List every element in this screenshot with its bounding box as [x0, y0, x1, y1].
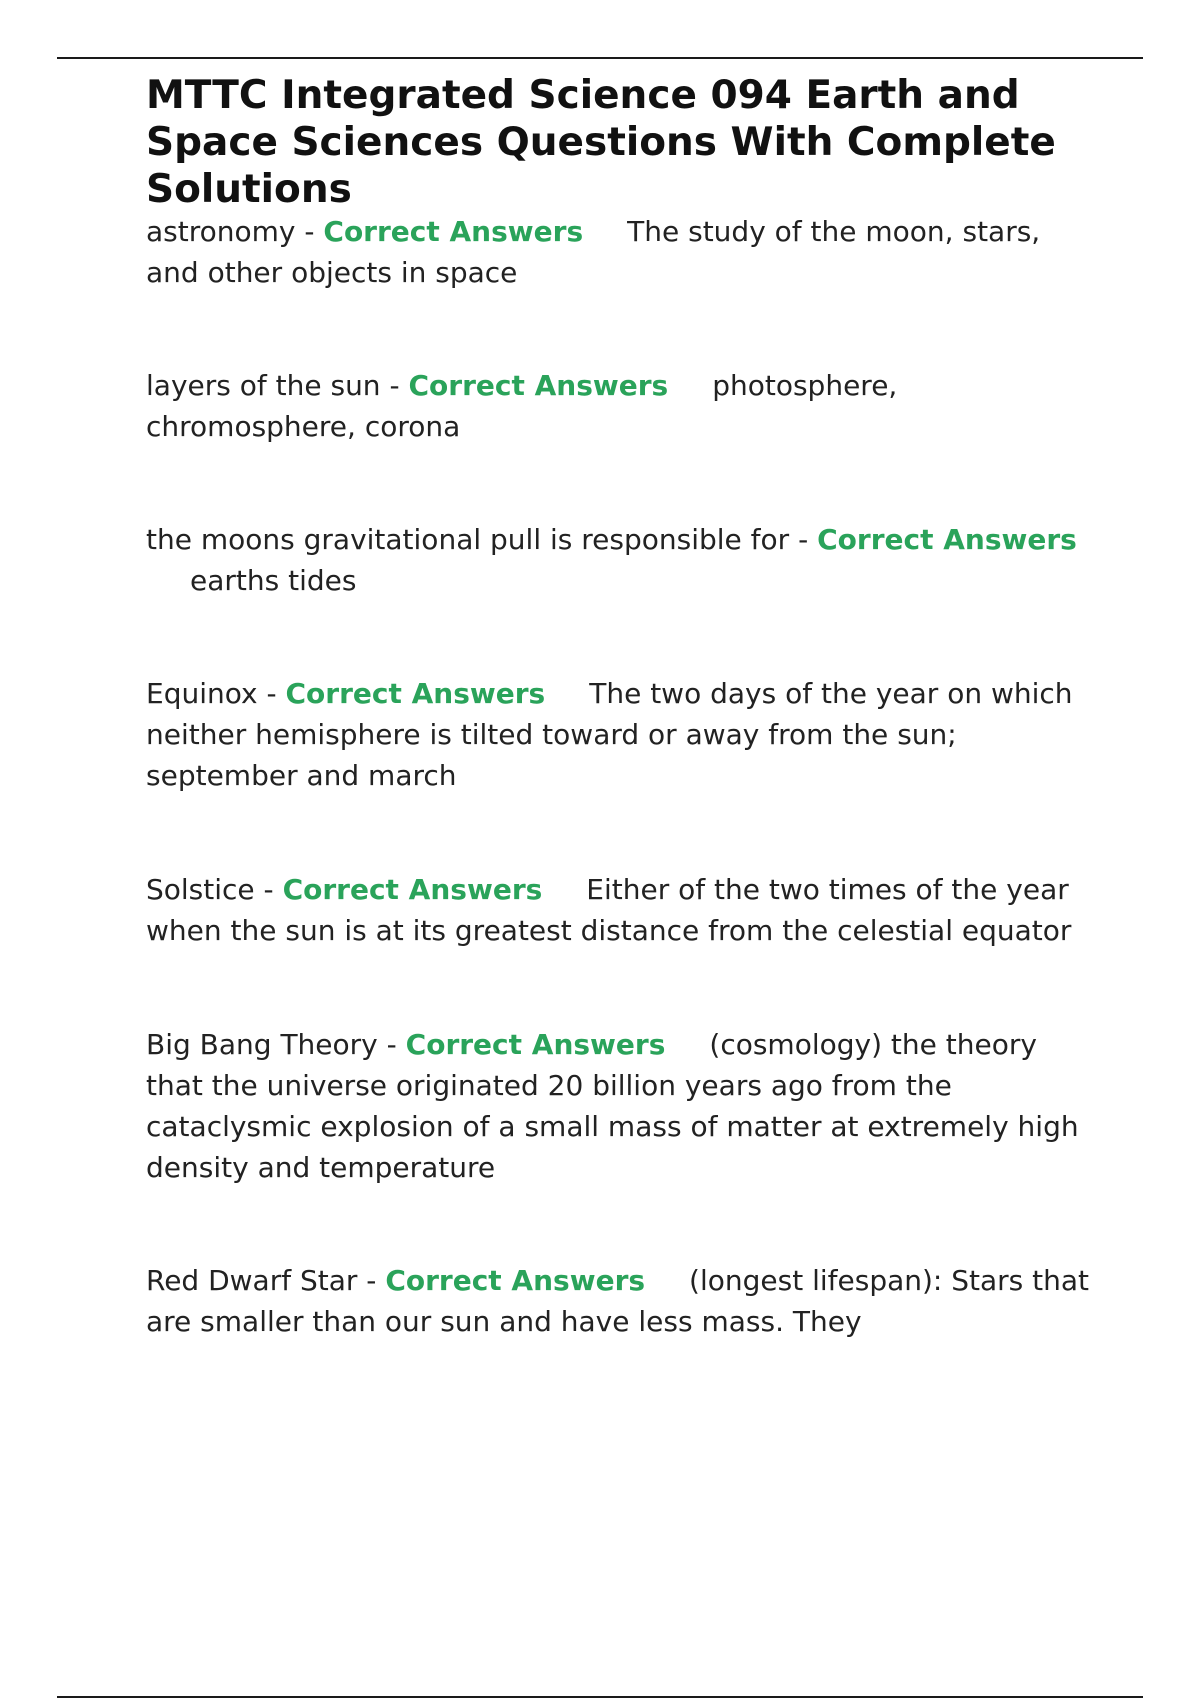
correct-answers-label: Correct Answers	[323, 215, 584, 248]
qa-answer: (longest lifespan): Stars that are smaller than our sun and have less mass. They	[146, 1264, 1090, 1338]
correct-answers-label: Correct Answers	[408, 369, 669, 402]
document-body	[146, 72, 1096, 1342]
qa-answer: earths tides	[190, 564, 357, 597]
qa-item	[146, 1024, 1096, 1188]
qa-item	[146, 673, 1096, 796]
qa-term: Red Dwarf Star -	[146, 1264, 386, 1297]
qa-term: layers of the sun -	[146, 369, 409, 402]
qa-term: Big Bang Theory -	[146, 1028, 406, 1061]
qa-answer: The study of the moon, stars, and other objects in space	[146, 215, 1041, 289]
correct-answers-label: Correct Answers	[285, 677, 546, 710]
top-rule	[57, 57, 1143, 59]
qa-item	[146, 1260, 1096, 1342]
qa-answer: Either of the two times of the year when the sun is at its greatest distance from the celestial equator	[146, 873, 1072, 947]
qa-item	[146, 365, 1096, 447]
qa-term: astronomy -	[146, 215, 324, 248]
correct-answers-label: Correct Answers	[282, 873, 543, 906]
qa-item	[146, 869, 1096, 951]
qa-term: Equinox -	[146, 677, 286, 710]
qa-item	[146, 519, 1096, 601]
qa-answer: photosphere, chromosphere, corona	[146, 369, 898, 443]
qa-answer: The two days of the year on which neither hemisphere is tilted toward or away from the sun; september and march	[146, 677, 1073, 792]
qa-term: the moons gravitational pull is responsible for -	[146, 523, 818, 556]
correct-answers-label: Correct Answers	[817, 523, 1077, 556]
bottom-rule	[57, 1696, 1143, 1698]
qa-answer: (cosmology) the theory that the universe originated 20 billion years ago from the cataclysmic explosion of a small mass of matter at extremely high density and temperature	[146, 1028, 1079, 1184]
qa-item	[146, 211, 1096, 293]
qa-term: Solstice -	[146, 873, 283, 906]
document-title: MTTC Integrated Science 094 Earth and Space Sciences Questions With Complete Solutions	[146, 73, 1056, 212]
correct-answers-label: Correct Answers	[405, 1028, 666, 1061]
correct-answers-label: Correct Answers	[385, 1264, 646, 1297]
